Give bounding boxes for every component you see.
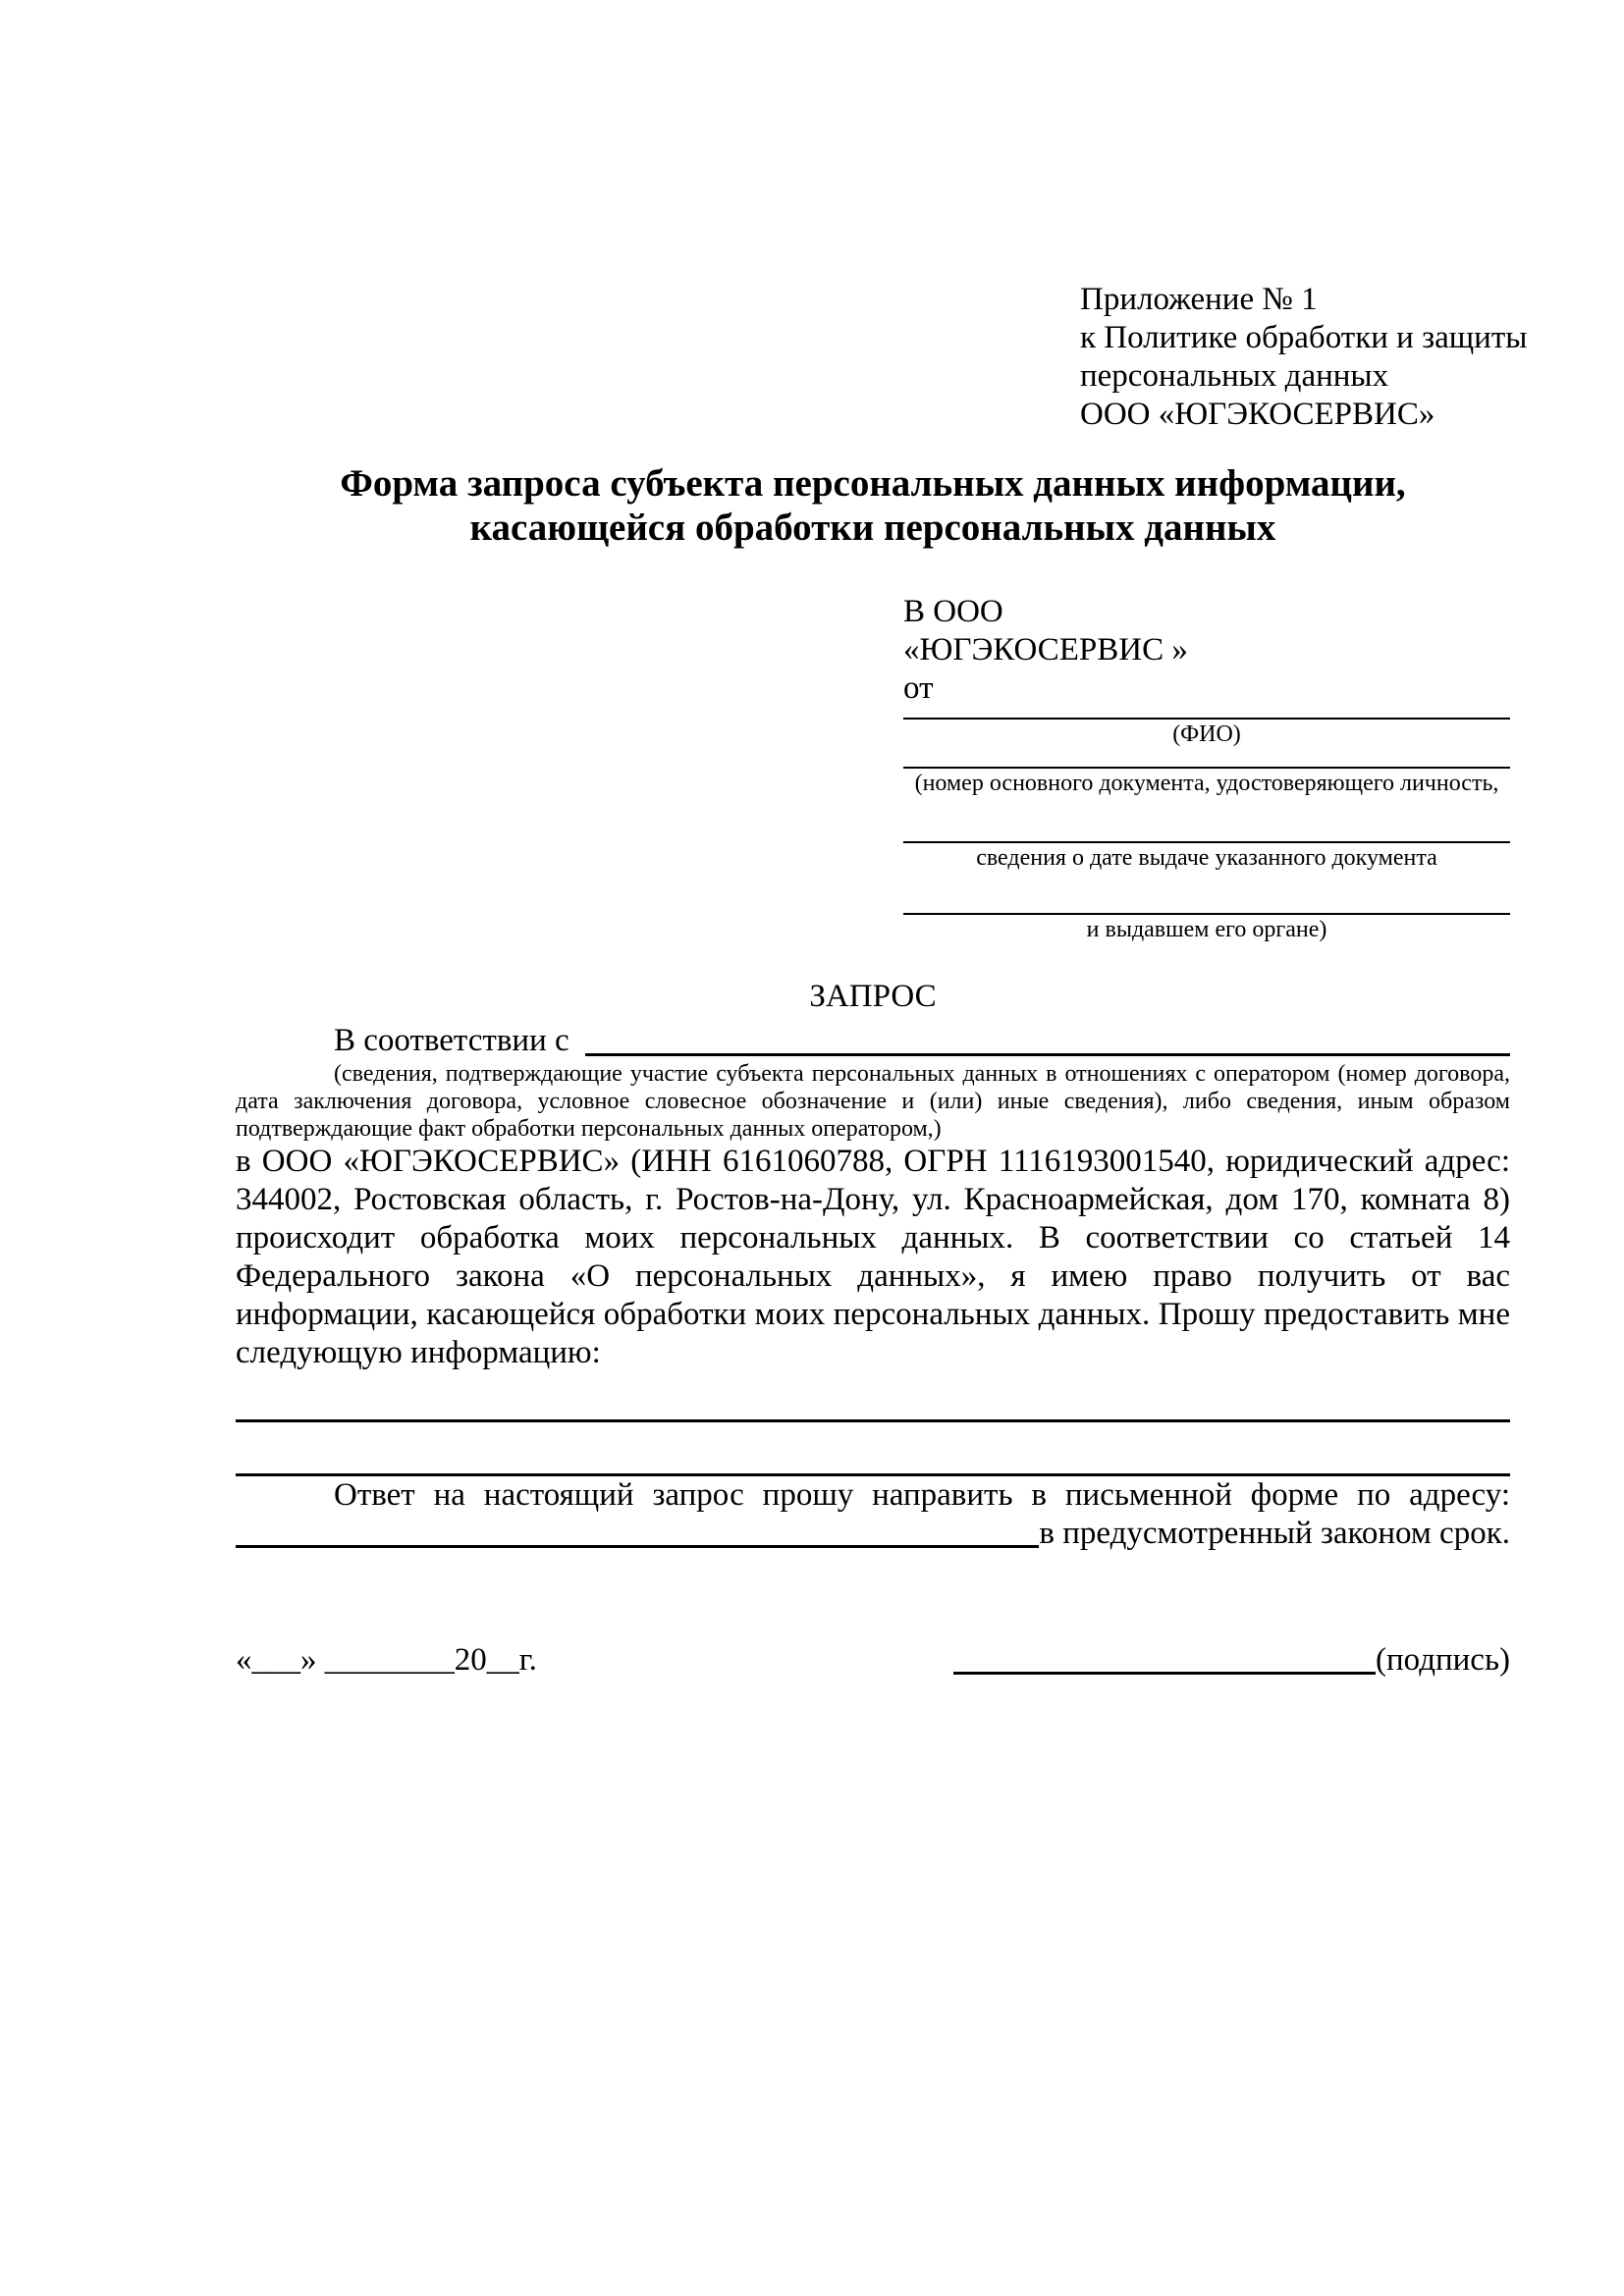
issue-date-fill-line: [903, 829, 1510, 843]
information-fill-line-1: [236, 1402, 1510, 1422]
annex-line-2: к Политике обработки и защиты: [1080, 320, 1528, 355]
document-number-fill-line: [903, 755, 1510, 769]
fio-fill-line: [903, 708, 1510, 720]
accordance-lead-text: В соответствии с: [334, 1023, 577, 1058]
annex-line-1: Приложение № 1: [1080, 282, 1318, 317]
request-body-paragraph: в ООО «ЮГЭКОСЕРВИС» (ИНН 6161060788, ОГРН 1116193001540, юридический адрес: 344002, Ростовская область, г. Ростов-на-Дону, ул. Красноармейская, дом 170, комната 8) происходит обработка моих персональных данных. В соответствии со статьей 14 Федерального закона «О персональных данных», я имею право получить от вас информации, касающейся обработки моих персональных данных. Прошу предоставить мне следующую информацию:: [236, 1144, 1510, 1370]
addressee-line-2: «ЮГЭКОСЕРВИС »: [903, 632, 1188, 667]
date-field: «___» ________20__г.: [236, 1642, 537, 1678]
accordance-fill-line: [585, 1041, 1510, 1056]
document-number-caption: (номер основного документа, удостоверяющего личность,: [914, 771, 1499, 796]
addressee-line-3: от: [903, 670, 934, 706]
information-fill-line-2: [236, 1432, 1510, 1476]
address-fill-line: [236, 1533, 1039, 1548]
signature-group: [953, 1641, 1510, 1680]
annex-block: [1080, 281, 1528, 434]
addressee-line-1: В ООО: [903, 594, 1003, 629]
page-title-line-2: касающейся обработки персональных данных: [469, 507, 1276, 549]
annex-line-4: ООО «ЮГЭКОСЕРВИС»: [1080, 397, 1435, 432]
issue-date-caption: сведения о дате выдаче указанного документа: [976, 845, 1437, 871]
page-title: [236, 461, 1510, 550]
accordance-caption: (сведения, подтверждающие участие субъекта персональных данных в отношениях с оператором (номер договора, дата заключения договора, условное словесное обозначение и (или) иные сведения), либо сведения, иным образом подтверждающие факт обработки персональных данных оператором,): [236, 1061, 1510, 1142]
page-title-line-1: Форма запроса субъекта персональных данных информации,: [340, 462, 1406, 505]
addressee-block: [903, 593, 1510, 944]
accordance-row: [236, 1022, 1510, 1060]
annex-line-3: персональных данных: [1080, 358, 1389, 394]
issuing-authority-fill-line: [903, 901, 1510, 915]
signature-caption: (подпись): [1376, 1642, 1510, 1678]
fio-caption: (ФИО): [1172, 721, 1241, 747]
footer-row: [236, 1641, 1510, 1680]
answer-address-row: [236, 1515, 1510, 1553]
signature-fill-line: [953, 1660, 1376, 1675]
request-heading: ЗАПРОС: [809, 979, 937, 1014]
answer-lead-paragraph: Ответ на настоящий запрос прошу направить в письменной форме по адресу:: [334, 1477, 1510, 1513]
answer-tail-text: в предусмотренный законом срок.: [1039, 1516, 1510, 1551]
issuing-authority-caption: и выдавшем его органе): [1086, 917, 1327, 942]
